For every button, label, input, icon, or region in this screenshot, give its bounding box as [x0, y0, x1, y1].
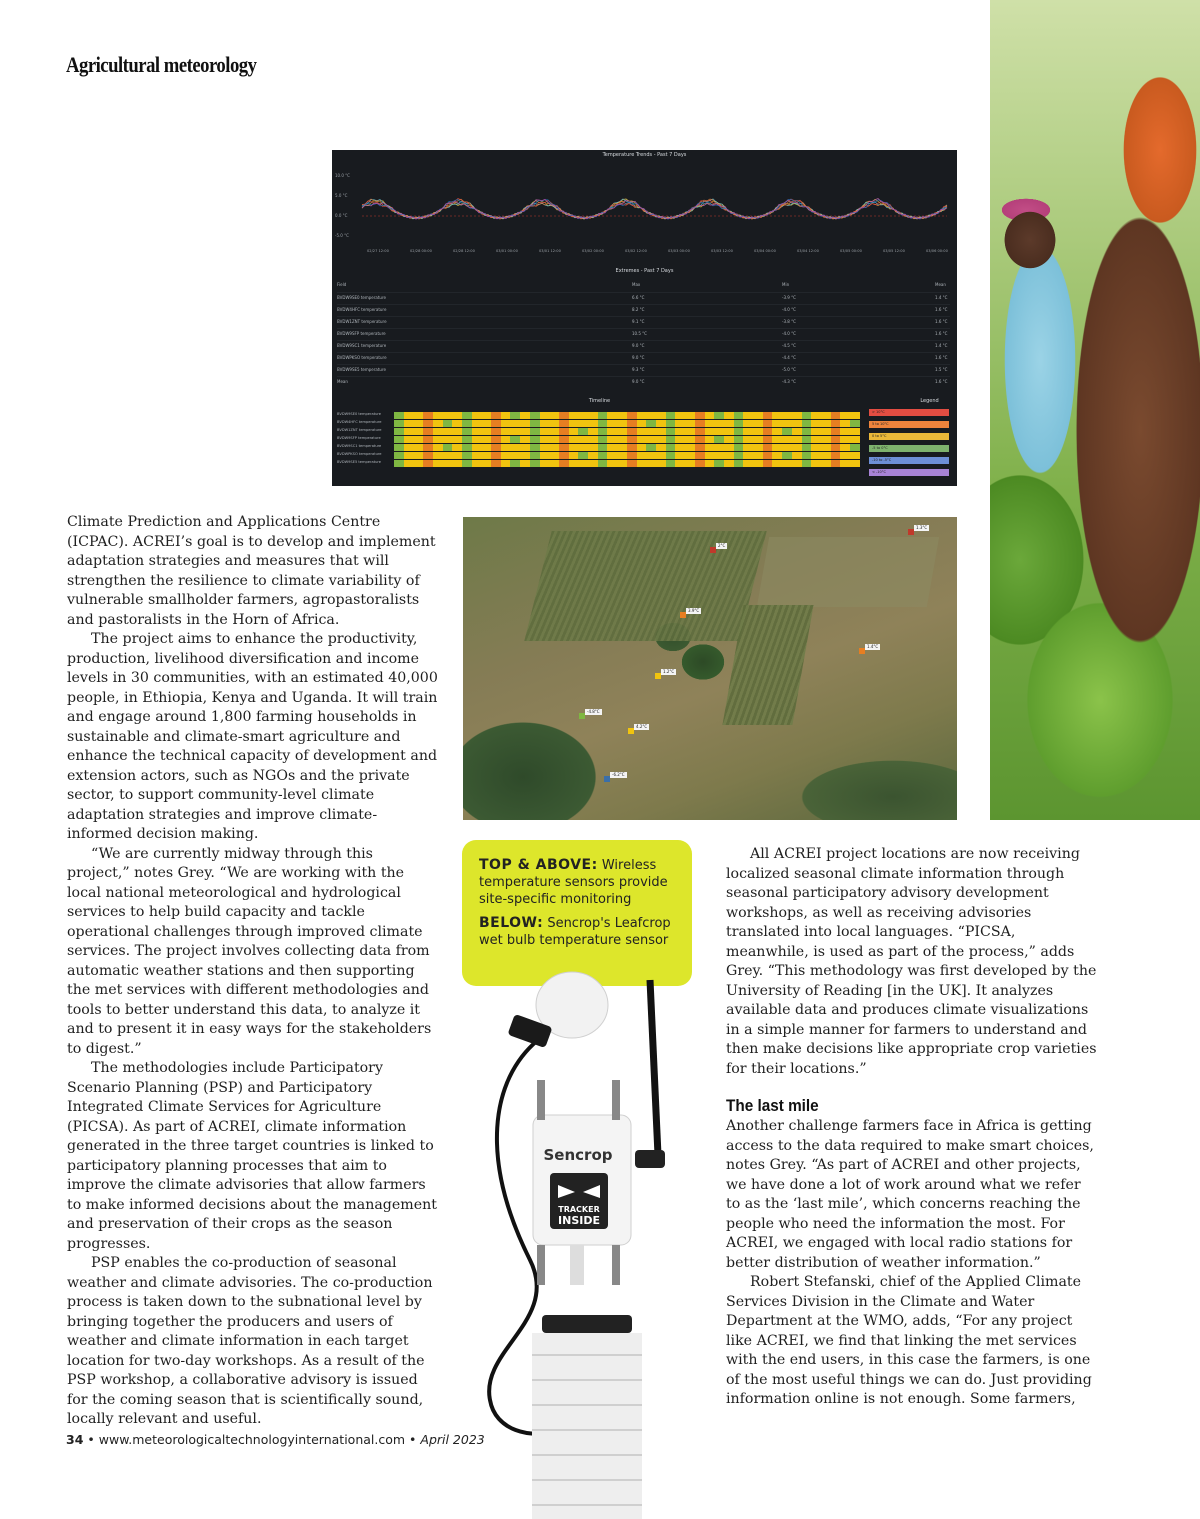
sensor-label: -6.2°C: [610, 772, 627, 778]
legend-title: Legend: [920, 398, 939, 404]
legend-item: < -10°C: [869, 469, 949, 476]
x-tick-label: 03/01 12:00: [539, 249, 561, 253]
extremes-row: BVDW9SFP temperature 10.5 °C -4.0 °C 1.6 °C: [337, 328, 950, 340]
paragraph: Robert Stefanski, chief of the Applied Climate Services Division in the Climate and Water Department at the WMO, adds, “For any project like ACREI, we find that linking the met services with the end users, in this case the farmers, is one of the most useful things we can do. Just providing information online is not enough. Some farmers,: [726, 1274, 1092, 1407]
page-footer: 34 • www.meteorologicaltechnologyinternational.com • April 2023: [66, 1432, 485, 1447]
timeline-row-label: BVDW9SE0 temperature: [337, 412, 381, 416]
caption-tag-top: TOP & ABOVE:: [479, 857, 598, 873]
timeline-row-label: BVDW9SE5 temperature: [337, 460, 381, 464]
paragraph: The methodologies include Participatory Scenario Planning (PSP) and Participatory Integrated Climate Services for Agriculture (PICSA). As part of ACREI, climate information generated in the three target countries is linked to participatory planning processes that aim to improve the climate advisories that allow farmers to make informed decisions about the management and preservation of their crops as the season progresses.: [67, 1060, 437, 1252]
y-tick-label: -5.0 °C: [335, 233, 349, 238]
x-tick-label: 03/06 00:00: [926, 249, 948, 253]
paragraph: All ACREI project locations are now receiving localized seasonal climate information through seasonal participatory advisory development workshops, as well as receiving advisories translated into local languages. “PICSA, meanwhile, is used as part of the process,” adds Grey. “This methodology was first developed by the University of Reading [in the UK]. It analyzes available data and produces climate visualizations in a simple manner for farmers to understand and then make decisions like appropriate crop varieties for their locations.”: [726, 846, 1097, 1077]
sensor-label: 4.2°C: [634, 724, 649, 730]
timeline-row-label: BVDW9SFP temperature: [337, 436, 381, 440]
footer-url: www.meteorologicaltechnologyinternational.com: [98, 1432, 406, 1447]
extremes-row: Mean 9.0 °C -4.3 °C 1.6 °C: [337, 376, 950, 388]
x-tick-label: 02/27 12:00: [367, 249, 389, 253]
extremes-row: BVDW9SE5 temperature 9.3 °C -5.0 °C 1.5 °C: [337, 364, 950, 376]
timeline-row: [394, 452, 860, 459]
body-right-column: [726, 845, 1098, 1410]
legend-item: -10 to -5°C: [869, 457, 949, 464]
sensor-label: 2°C: [716, 543, 727, 549]
timeline-row: [394, 428, 860, 435]
temperature-dashboard: [332, 150, 957, 486]
y-tick-label: 10.0 °C: [335, 173, 350, 178]
x-tick-label: 03/04 12:00: [797, 249, 819, 253]
timeline-row: [394, 444, 860, 451]
legend-item: 0 to 5°C: [869, 433, 949, 440]
paragraph: Climate Prediction and Applications Centre (ICPAC). ACREI’s goal is to develop and implement adaptation strategies and measures that will strengthen the resilience to climate variability of vulnerable smallholder farmers, agropastoralists and pastoralists in the Horn of Africa.: [67, 514, 436, 628]
sensor-label: 1.4°C: [865, 644, 880, 650]
timeline-row-label: BVDWPKSO temperature: [337, 452, 382, 456]
sensor-label: -4.8°C: [585, 709, 602, 715]
timeline-row: [394, 460, 860, 467]
extremes-row: BVDW4HFC temperature 8.2 °C -4.0 °C 1.6 °C: [337, 304, 950, 316]
x-tick-label: 03/02 12:00: [625, 249, 647, 253]
extremes-row: BVDW1ZNT temperature 9.1 °C -3.8 °C 1.6 °C: [337, 316, 950, 328]
footer-date: April 2023: [420, 1432, 485, 1447]
paragraph: Another challenge farmers face in Africa is getting access to the data required to make smart choices, notes Grey. “As part of ACREI and other projects, we have done a lot of work around what we refer to as the ‘last mile’, which concerns reaching the people who need the information the most. For ACREI, we engaged with local radio stations for better distribution of weather information.”: [726, 1118, 1094, 1271]
extremes-row: BVDW9SC1 temperature 9.0 °C -4.5 °C 1.4 °C: [337, 340, 950, 352]
caption-tag-below: BELOW:: [479, 915, 544, 931]
x-tick-label: 03/05 12:00: [883, 249, 905, 253]
farmer-photo: [990, 0, 1200, 820]
paragraph: “We are currently midway through this project,” notes Grey. “We are working with the local national meteorological and hydrological services to help build capacity and tackle operational challenges through improved climate services. The project involves collecting data from automatic weather stations and then supporting the met services with different methodologies and tools to better understand this data, to analyze it and to present it in easy ways for the stakeholders to digest.”: [67, 845, 432, 1057]
timeline-title: Timeline: [588, 398, 611, 404]
extremes-header: Field Max Min Mean: [337, 282, 946, 287]
timeline-row: [394, 420, 860, 427]
x-tick-label: 03/01 00:00: [496, 249, 518, 253]
legend-item: 5 to 10°C: [869, 421, 949, 428]
sensor-label: 3.9°C: [686, 608, 701, 614]
y-tick-label: 0.0 °C: [335, 213, 348, 218]
timeline-row-label: BVDW9SC1 temperature: [337, 444, 382, 448]
x-tick-label: 03/04 00:00: [754, 249, 776, 253]
x-tick-label: 03/02 00:00: [582, 249, 604, 253]
extremes-row: BVDW9SE0 temperature 6.6 °C -3.9 °C 1.4 °C: [337, 292, 950, 304]
timeline-row-label: BVDW1ZNT temperature: [337, 428, 382, 432]
aerial-field-map: [463, 517, 957, 820]
trend-title: Temperature Trends - Past 7 Days: [602, 152, 687, 158]
legend-item: -5 to 0°C: [869, 445, 949, 452]
section-heading: Agricultural meteorology: [66, 52, 257, 77]
badge-line1: TRACKER: [558, 1205, 600, 1214]
extremes-title: Extremes - Past 7 Days: [615, 268, 674, 274]
x-tick-label: 03/05 00:00: [840, 249, 862, 253]
sencrop-sensor-image: [470, 960, 700, 1519]
device-brand: Sencrop: [543, 1146, 613, 1164]
subheading: The last mile: [726, 1096, 819, 1115]
sensor-label: 1.3°C: [914, 525, 929, 531]
timeline-row: [394, 436, 860, 443]
caption-text-top: Wireless temperature sensors provide site-specific monitoring: [479, 858, 668, 907]
paragraph: PSP enables the co-production of seasonal weather and climate advisories. The co-production process is taken down to the subnational level by bringing together the producers and users of weather and climate information in each target location for two-day workshops. As a result of the PSP workshop, a collaborative advisory is issued for the coming season that is scientifically sound, locally relevant and useful.: [67, 1255, 433, 1427]
x-tick-label: 03/03 12:00: [711, 249, 733, 253]
timeline-row: [394, 412, 860, 419]
body-left-column: [67, 513, 439, 1430]
sensor-label: 1.2°C: [661, 669, 676, 675]
trend-chart: [332, 160, 957, 260]
x-tick-label: 02/28 00:00: [410, 249, 432, 253]
extremes-row: BVDWPKSO temperature 9.0 °C -4.4 °C 1.6 °C: [337, 352, 950, 364]
y-tick-label: 5.0 °C: [335, 193, 348, 198]
timeline-row-label: BVDW4HFC temperature: [337, 420, 382, 424]
badge-line2: INSIDE: [558, 1214, 600, 1227]
legend-item: > 10°C: [869, 409, 949, 416]
x-tick-label: 02/28 12:00: [453, 249, 475, 253]
x-tick-label: 03/03 00:00: [668, 249, 690, 253]
caption-text-below: Sencrop's Leafcrop wet bulb temperature sensor: [479, 916, 671, 948]
page-number: 34: [66, 1432, 84, 1447]
paragraph: The project aims to enhance the productivity, production, livelihood diversification and income levels in 30 communities, with an estimated 40,000 people, in Ethiopia, Kenya and Uganda. It will train and engage around 1,800 farming households in sustainable and climate-smart agriculture and enhance the technical capacity of development and extension actors, such as NGOs and the private sector, to support community-level climate adaptation strategies and improve climate-informed decision making.: [67, 631, 438, 842]
